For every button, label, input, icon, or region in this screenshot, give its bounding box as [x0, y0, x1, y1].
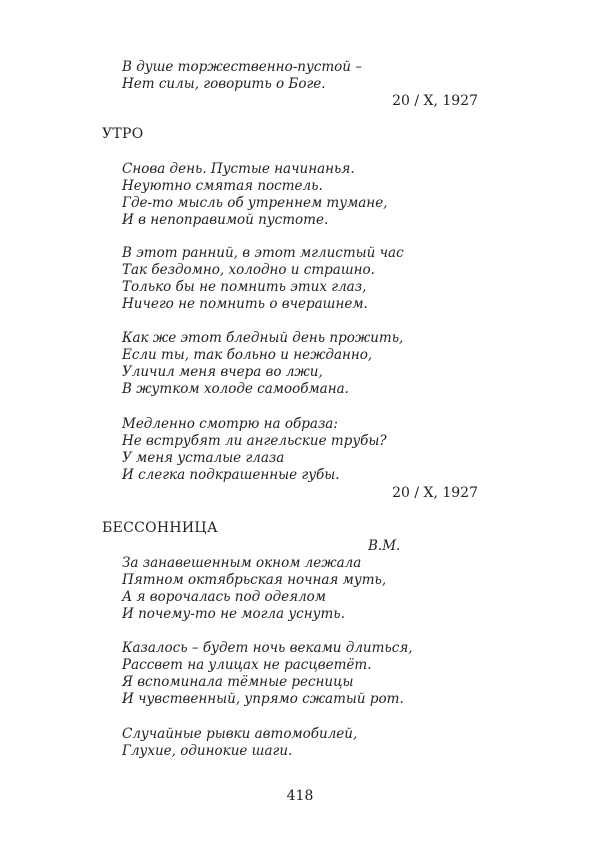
- stanza: [122, 555, 386, 623]
- poem-title: БЕССОННИЦА: [102, 520, 218, 536]
- stanza: [122, 59, 362, 93]
- poem-dedication: В.М.: [368, 538, 401, 554]
- verse-line: Случайные рывки автомобилей,: [122, 726, 358, 742]
- verse-line: И слегка подкрашенные губы.: [122, 467, 340, 483]
- verse-line: Где-то мысль об утреннем тумане,: [122, 195, 388, 211]
- page-number: 418: [286, 788, 314, 804]
- verse-line: Так бездомно, холодно и страшно.: [122, 262, 375, 278]
- poem-title: УТРО: [102, 126, 144, 142]
- verse-line: Казалось – будет ночь веками длиться,: [122, 640, 413, 656]
- verse-line: И в непоправимой пустоте.: [122, 212, 329, 228]
- stanza: [122, 726, 357, 760]
- verse-line: За занавешенным окном лежала: [122, 555, 362, 571]
- verse-line: Неуютно смятая постель.: [122, 178, 323, 194]
- verse-line: Ничего не помнить о вчерашнем.: [122, 296, 368, 312]
- verse-line: В этот ранний, в этот мглистый час: [122, 245, 404, 261]
- verse-line: Медленно смотрю на образа:: [122, 416, 338, 432]
- stanza: [122, 245, 404, 313]
- verse-line: Нет силы, говорить о Боге.: [122, 76, 326, 92]
- verse-line: Если ты, так больно и нежданно,: [122, 347, 373, 363]
- verse-line: И почему-то не могла уснуть.: [122, 606, 345, 622]
- verse-line: Рассвет на улицах не расцветёт.: [122, 657, 372, 673]
- stanza: [122, 416, 387, 484]
- verse-line: Как же этот бледный день прожить,: [122, 330, 404, 346]
- verse-line: В жутком холоде самообмана.: [122, 381, 349, 397]
- verse-line: И чувственный, упрямо сжатый рот.: [122, 691, 404, 707]
- poem-date: 20 / X, 1927: [392, 485, 478, 501]
- stanza: [122, 161, 387, 229]
- stanza: [122, 640, 413, 708]
- verse-line: Я вспоминала тёмные ресницы: [122, 674, 354, 690]
- verse-line: Не вструбят ли ангельские трубы?: [122, 433, 387, 449]
- verse-line: Пятном октябрьская ночная муть,: [122, 572, 387, 588]
- verse-line: А я ворочалась под одеялом: [122, 589, 326, 605]
- verse-line: Только бы не помнить этих глаз,: [122, 279, 367, 295]
- verse-line: Снова день. Пустые начинанья.: [122, 161, 355, 177]
- verse-line: Уличил меня вчера во лжи,: [122, 364, 323, 380]
- stanza: [122, 330, 403, 398]
- poem-date: 20 / X, 1927: [392, 93, 478, 109]
- verse-line: У меня усталые глаза: [122, 450, 285, 466]
- verse-line: В душе торжественно-пустой –: [122, 59, 363, 75]
- verse-line: Глухие, одинокие шаги.: [122, 743, 293, 759]
